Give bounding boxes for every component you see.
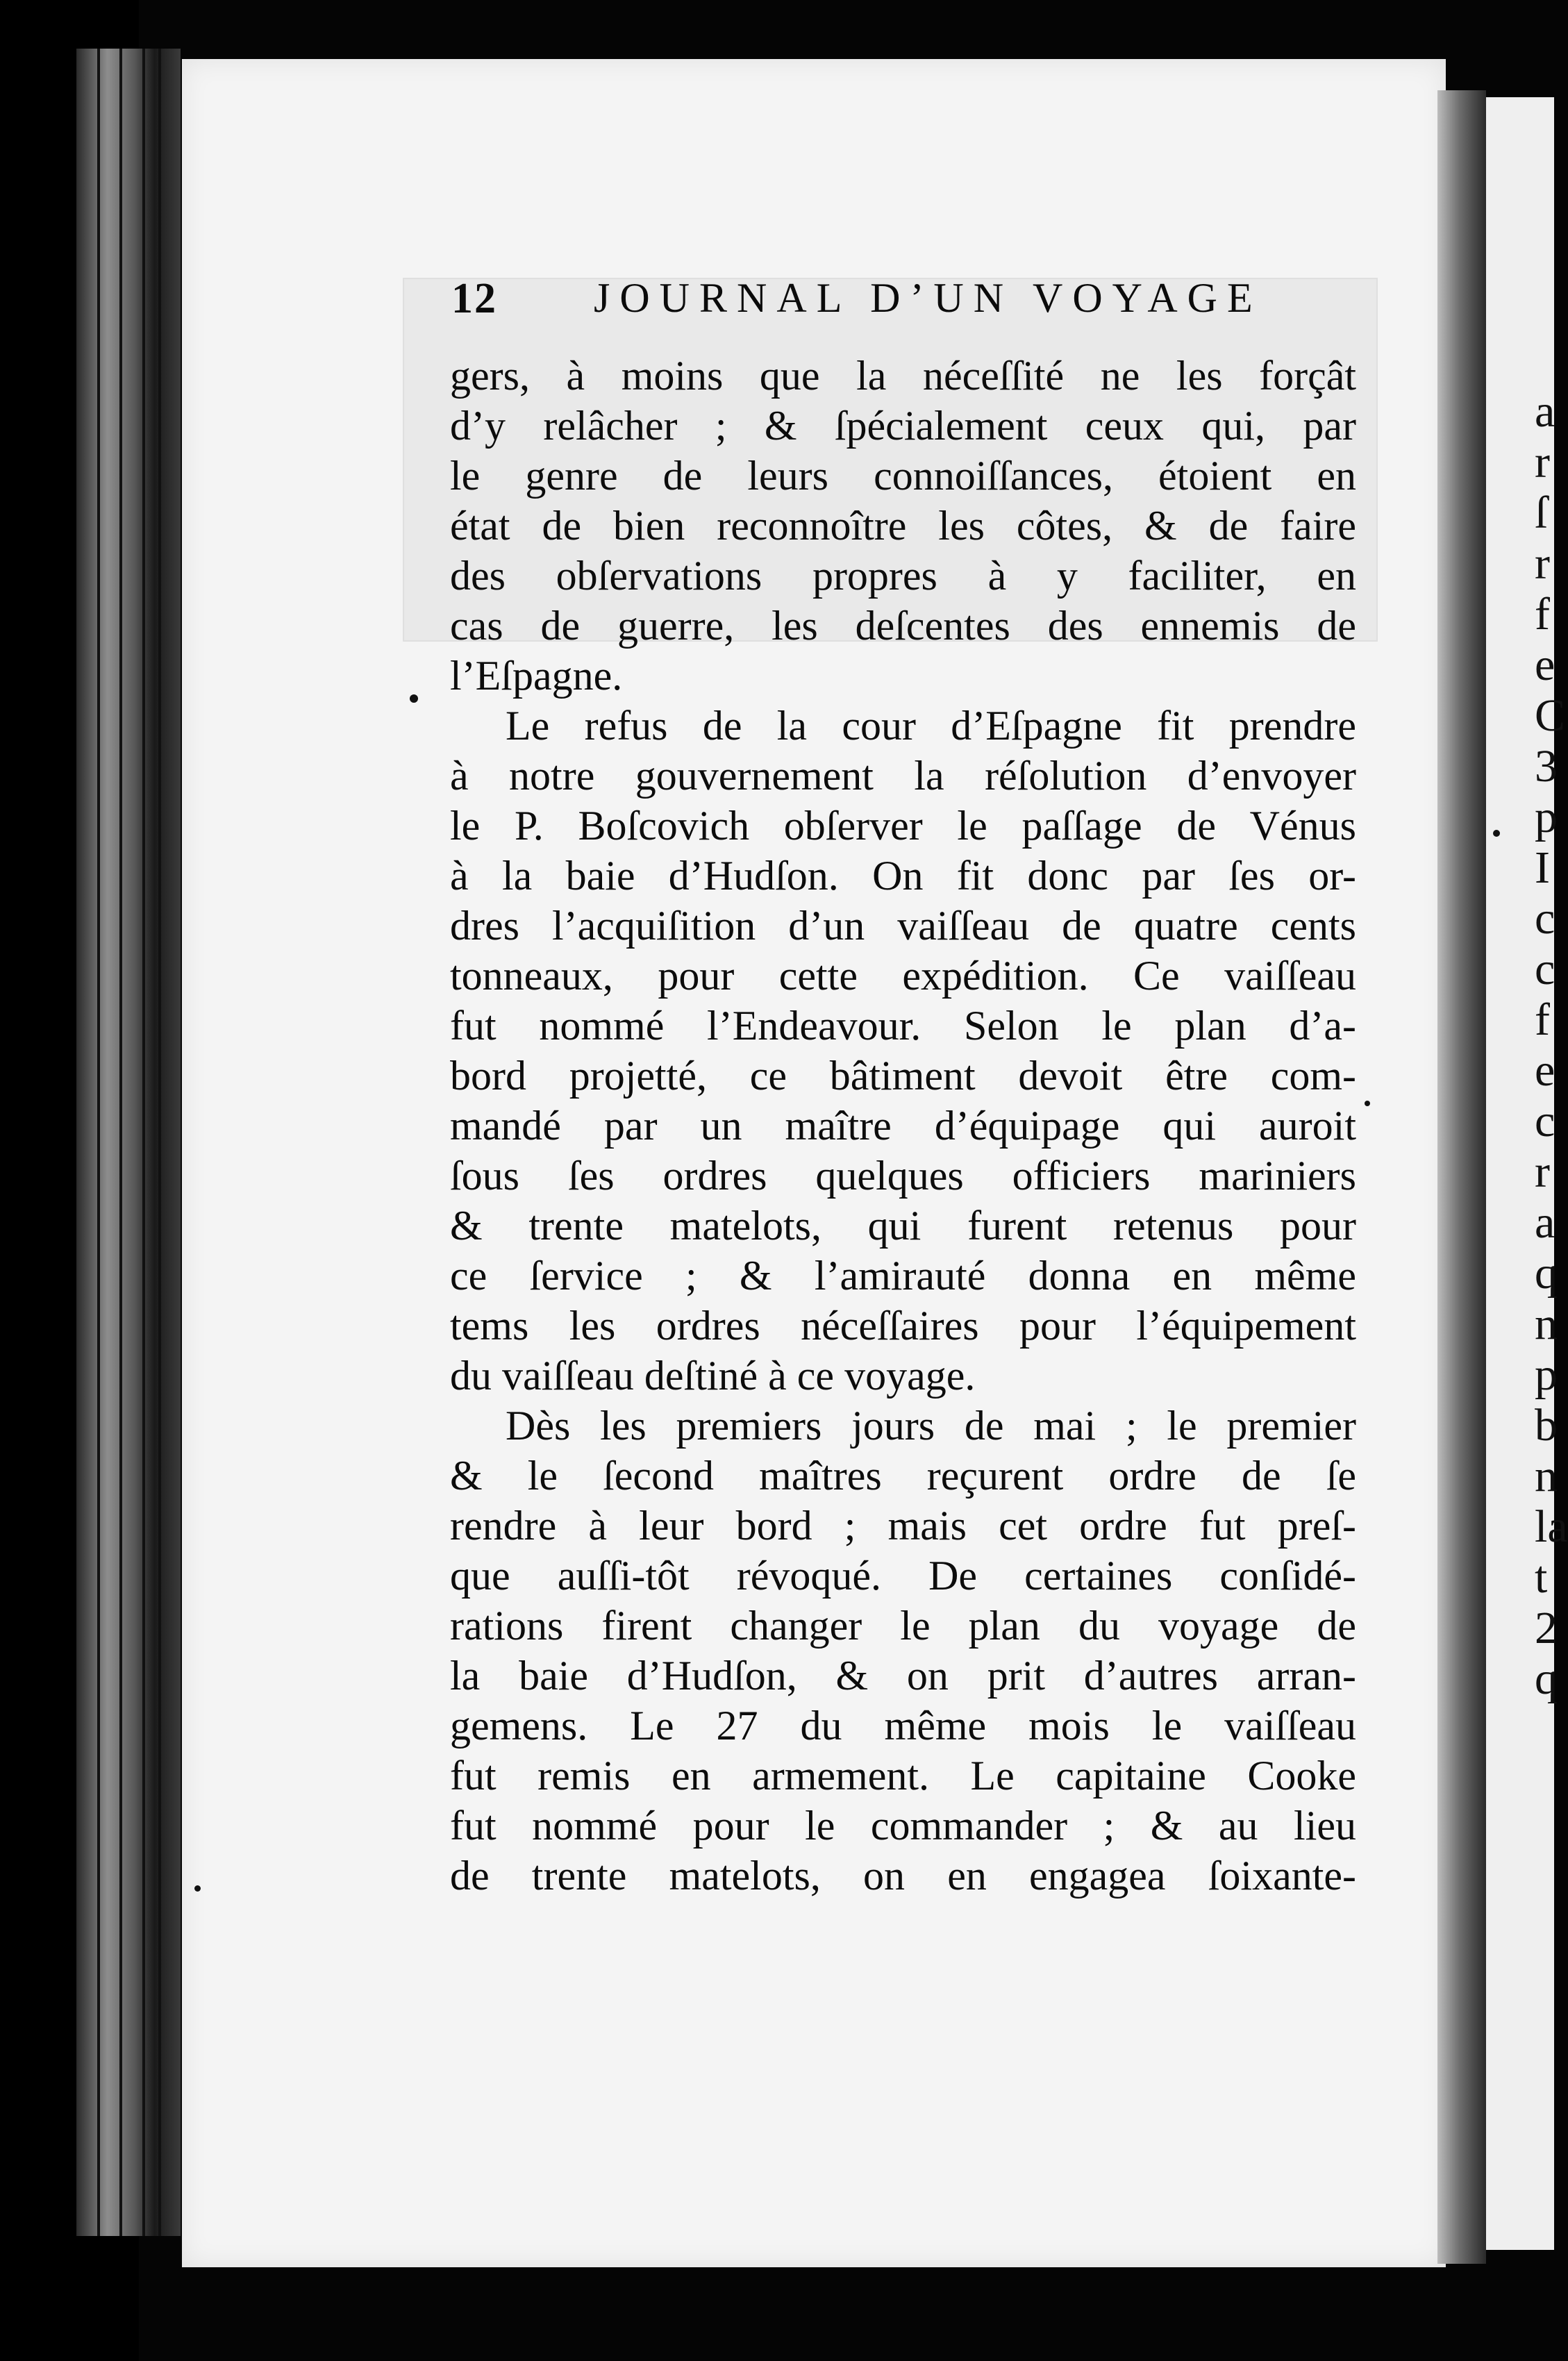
page-header xyxy=(451,274,1361,337)
facing-page-fragment: f xyxy=(1535,589,1550,640)
facing-page-fragment: C xyxy=(1535,690,1566,741)
facing-page-fragment: e xyxy=(1535,640,1556,690)
text-line: fut nommé l’Endeavour. Selon le plan d’a- xyxy=(450,1003,1356,1049)
facing-page-fragment: r xyxy=(1535,1146,1550,1197)
facing-page-fragment: n xyxy=(1535,1299,1558,1349)
facing-page-fragment: e xyxy=(1535,1045,1556,1096)
facing-page-fragment: q xyxy=(1535,1248,1558,1299)
running-title: JOURNAL D’UN VOYAGE xyxy=(594,275,1262,321)
facing-page-fragment: 2 xyxy=(1535,1603,1558,1653)
facing-page-fragment: a xyxy=(1535,1197,1556,1248)
text-line: l’Eſpagne. xyxy=(450,653,623,699)
text-line: à la baie d’Hudſon. On fit donc par ſes or- xyxy=(450,853,1356,899)
facing-page xyxy=(1486,97,1568,2250)
facing-page-fragment: f xyxy=(1535,994,1550,1045)
text-line: état de bien reconnoître les côtes, & de faire xyxy=(450,503,1356,549)
ink-speck xyxy=(410,694,418,703)
facing-page-fragment: b xyxy=(1535,1400,1558,1451)
facing-page-fragment: 3 xyxy=(1535,741,1558,792)
facing-page-fragment: r xyxy=(1535,538,1550,589)
facing-page-fragment: I xyxy=(1535,842,1550,893)
facing-page-fragment: p xyxy=(1535,1349,1558,1400)
text-line: à notre gouvernement la réſolution d’envoyer xyxy=(450,753,1356,799)
text-line: rations firent changer le plan du voyage de xyxy=(450,1603,1356,1649)
text-line: ce ſervice ; & l’amirauté donna en même xyxy=(450,1253,1356,1299)
facing-page-fragment: r xyxy=(1535,437,1550,487)
page-edges-left xyxy=(76,49,181,2236)
body-text xyxy=(450,351,1356,1901)
text-line: gers, à moins que la néceſſité ne les forçât xyxy=(450,353,1356,399)
text-line: Le refus de la cour d’Eſpagne fit prendre xyxy=(506,703,1356,749)
text-line: cas de guerre, les deſcentes des ennemis de xyxy=(450,603,1356,649)
text-line: le genre de leurs connoiſſances, étoient en xyxy=(450,453,1356,499)
text-line: d’y relâcher ; & ſpécialement ceux qui, par xyxy=(450,403,1356,449)
text-line: & trente matelots, qui furent retenus pour xyxy=(450,1203,1356,1249)
text-line: rendre à leur bord ; mais cet ordre fut preſ- xyxy=(450,1503,1356,1549)
text-line: fut remis en armement. Le capitaine Cooke xyxy=(450,1753,1356,1799)
text-line: du vaiſſeau deſtiné à ce voyage. xyxy=(450,1353,976,1399)
facing-page-fragment: n xyxy=(1535,1451,1558,1501)
facing-page-fragment: c xyxy=(1535,893,1556,944)
ink-speck xyxy=(194,1885,201,1892)
facing-page-fragment: la xyxy=(1535,1501,1568,1552)
text-line: & le ſecond maîtres reçurent ordre de ſe xyxy=(450,1453,1356,1499)
text-line: de trente matelots, on en engagea ſoixante- xyxy=(450,1853,1356,1899)
text-line: des obſervations propres à y faciliter, en xyxy=(450,553,1356,599)
facing-page-fragment: q xyxy=(1535,1653,1558,1704)
text-line: gemens. Le 27 du même mois le vaiſſeau xyxy=(450,1703,1356,1749)
text-line: dres l’acquiſition d’un vaiſſeau de quatre cents xyxy=(450,903,1356,949)
ink-speck xyxy=(1493,830,1500,837)
ink-speck xyxy=(1365,1101,1370,1106)
facing-page-fragment: c xyxy=(1535,944,1556,994)
text-line: tonneaux, pour cette expédition. Ce vaiſſeau xyxy=(450,953,1356,999)
text-line: fut nommé pour le commander ; & au lieu xyxy=(450,1803,1356,1849)
text-line: bord projetté, ce bâtiment devoit être com- xyxy=(450,1053,1356,1099)
page-number: 12 xyxy=(451,275,497,322)
text-line: la baie d’Hudſon, & on prit d’autres arran- xyxy=(450,1653,1356,1699)
facing-page-fragment: ſ xyxy=(1535,487,1548,538)
facing-page-fragment: c xyxy=(1535,1096,1556,1146)
text-line: Dès les premiers jours de mai ; le premier xyxy=(506,1403,1356,1449)
facing-page-fragment: t xyxy=(1535,1552,1548,1603)
gutter-shadow-right xyxy=(1437,90,1486,2264)
text-line: le P. Boſcovich obſerver le paſſage de Vénus xyxy=(450,803,1356,849)
text-line: mandé par un maître d’équipage qui auroit xyxy=(450,1103,1356,1149)
text-line: que auſſi-tôt révoqué. De certaines conſidé- xyxy=(450,1553,1356,1599)
facing-page-fragment: a xyxy=(1535,386,1556,437)
text-line: tems les ordres néceſſaires pour l’équipement xyxy=(450,1303,1356,1349)
facing-page-fragment: p xyxy=(1535,792,1558,842)
text-line: ſous ſes ordres quelques officiers mariniers xyxy=(450,1153,1356,1199)
